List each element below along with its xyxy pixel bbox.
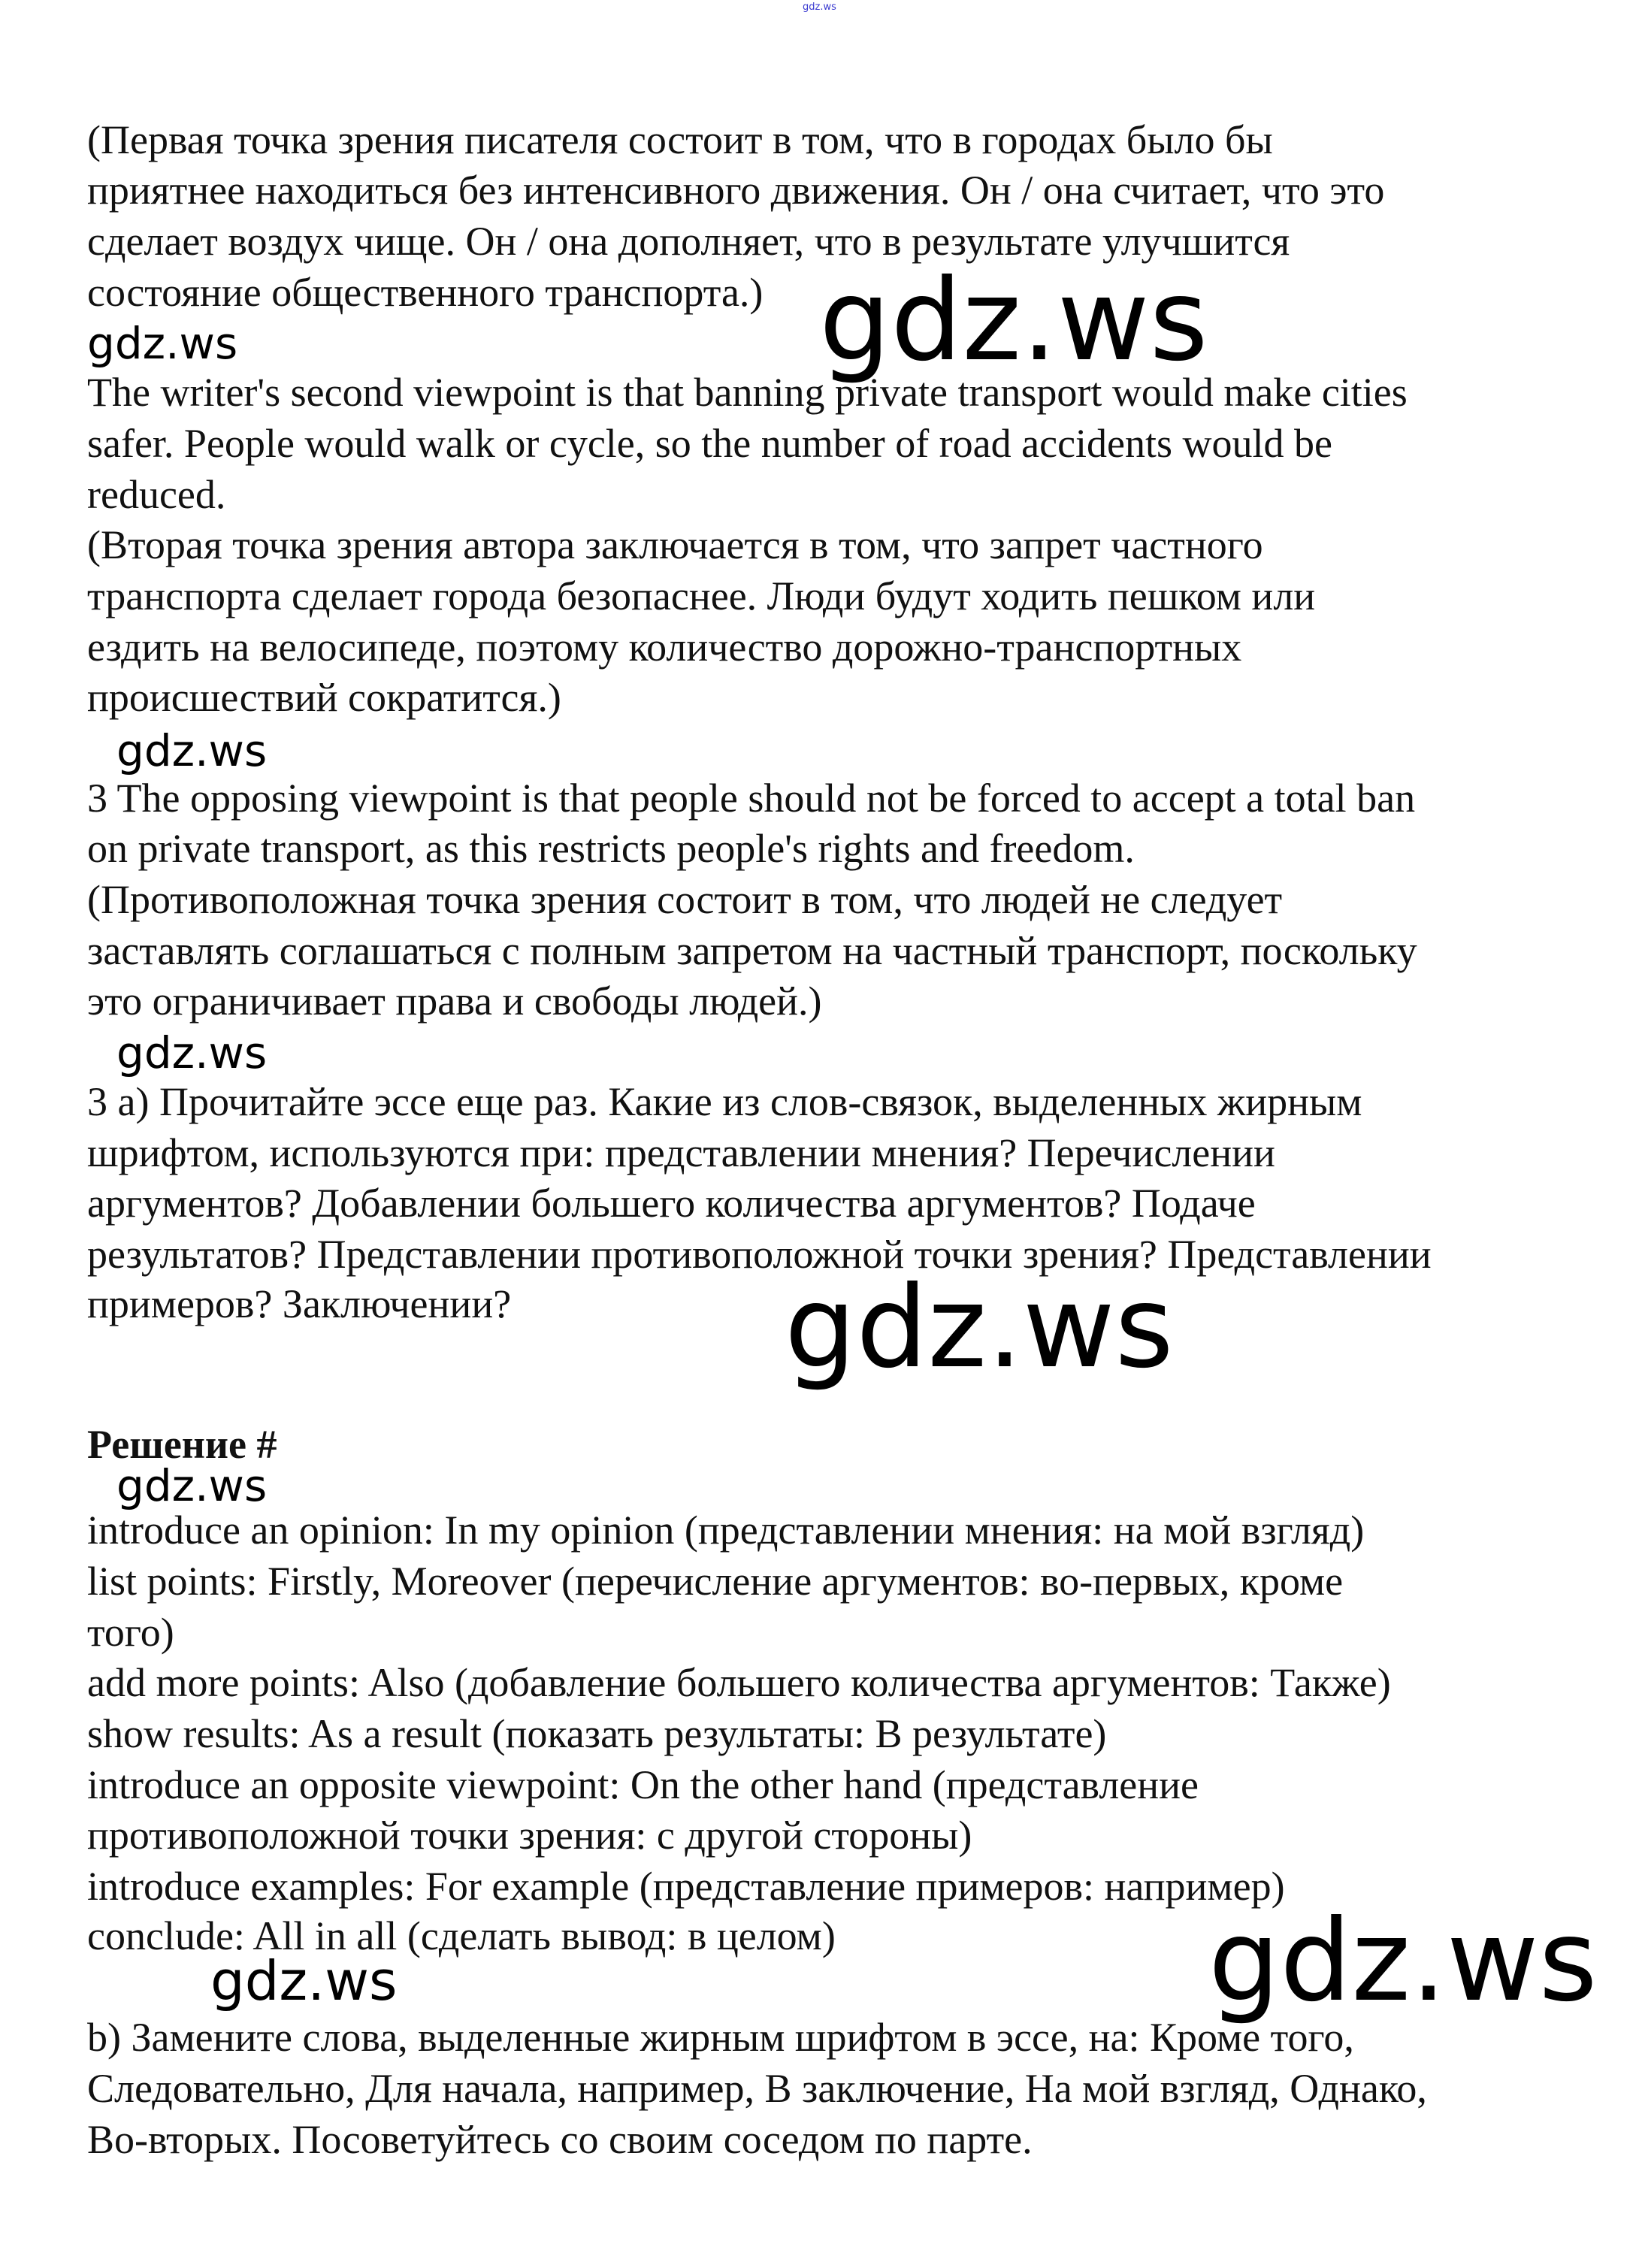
solution-line: того) xyxy=(87,1610,174,1655)
watermark: gdz.ws xyxy=(116,1027,268,1078)
watermark-large: gdz.ws xyxy=(1208,1896,1598,2027)
solution-heading: Решение # xyxy=(87,1422,277,1467)
text-line: (Первая точка зрения писателя состоит в том, что в городах было бы xyxy=(87,117,1273,162)
text-line: это ограничивает права и свободы людей.) xyxy=(87,978,822,1024)
text-line: аргументов? Добавлении большего количества аргументов? Подаче xyxy=(87,1181,1256,1226)
text-line: (Противоположная точка зрения состоит в том, что людей не следует xyxy=(87,877,1283,922)
solution-line: introduce an opposite viewpoint: On the other hand (представление xyxy=(87,1762,1199,1807)
text-line: The writer's second viewpoint is that banning private transport would make cities xyxy=(87,370,1408,415)
solution-line: противоположной точки зрения: с другой стороны) xyxy=(87,1813,972,1858)
text-line: on private transport, as this restricts people's rights and freedom. xyxy=(87,826,1135,871)
watermark-large: gdz.ws xyxy=(819,256,1208,386)
solution-line: list points: Firstly, Moreover (перечисление аргументов: во-первых, кроме xyxy=(87,1559,1344,1604)
solution-line: show results: As a result (показать результаты: В результате) xyxy=(87,1711,1107,1756)
watermark-top: gdz.ws xyxy=(803,2,836,13)
text-line: приятнее находиться без интенсивного движения. Он / она считает, что это xyxy=(87,168,1385,213)
solution-line: introduce examples: For example (представление примеров: например) xyxy=(87,1864,1285,1909)
text-line: сделает воздух чище. Он / она дополняет, что в результате улучшится xyxy=(87,219,1290,264)
text-line: шрифтом, используются при: представлении мнения? Перечислении xyxy=(87,1130,1275,1175)
text-line: safer. People would walk or cycle, so the number of road accidents would be xyxy=(87,421,1332,466)
text-line: 3 a) Прочитайте эссе еще раз. Какие из слов-связок, выделенных жирным xyxy=(87,1079,1362,1124)
text-line: состояние общественного транспорта.) xyxy=(87,270,764,315)
text-line: происшествий сократится.) xyxy=(87,675,561,720)
solution-line: add more points: Also (добавление большего количества аргументов: Также) xyxy=(87,1660,1391,1705)
text-line: 3 The opposing viewpoint is that people should not be forced to accept a total ban xyxy=(87,776,1416,821)
watermark-large: gdz.ws xyxy=(785,1263,1174,1393)
text-line: результатов? Представлении противоположной точки зрения? Представлении xyxy=(87,1232,1432,1277)
text-line: b) Замените слова, выделенные жирным шрифтом в эссе, на: Кроме того, xyxy=(87,2015,1354,2060)
text-line: примеров? Заключении? xyxy=(87,1281,512,1326)
text-line: (Вторая точка зрения автора заключается в том, что запрет частного xyxy=(87,522,1263,567)
watermark: gdz.ws xyxy=(116,725,268,776)
text-line: ездить на велосипеде, поэтому количество дорожно-транспортных xyxy=(87,624,1242,670)
watermark: gdz.ws xyxy=(210,1949,398,2012)
text-line: Во-вторых. Посоветуйтесь со своим соседом по парте. xyxy=(87,2117,1033,2162)
watermark: gdz.ws xyxy=(116,1460,268,1511)
text-line: заставлять соглашаться с полным запретом на частный транспорт, поскольку xyxy=(87,928,1417,973)
solution-line: introduce an opinion: In my opinion (представлении мнения: на мой взгляд) xyxy=(87,1507,1365,1553)
text-line: reduced. xyxy=(87,472,226,517)
text-line: Следовательно, Для начала, например, В заключение, На мой взгляд, Однако, xyxy=(87,2066,1427,2111)
text-line: транспорта сделает города безопаснее. Люди будут ходить пешком или xyxy=(87,573,1316,618)
solution-line: conclude: All in all (сделать вывод: в целом) xyxy=(87,1913,836,1958)
watermark: gdz.ws xyxy=(87,318,238,369)
